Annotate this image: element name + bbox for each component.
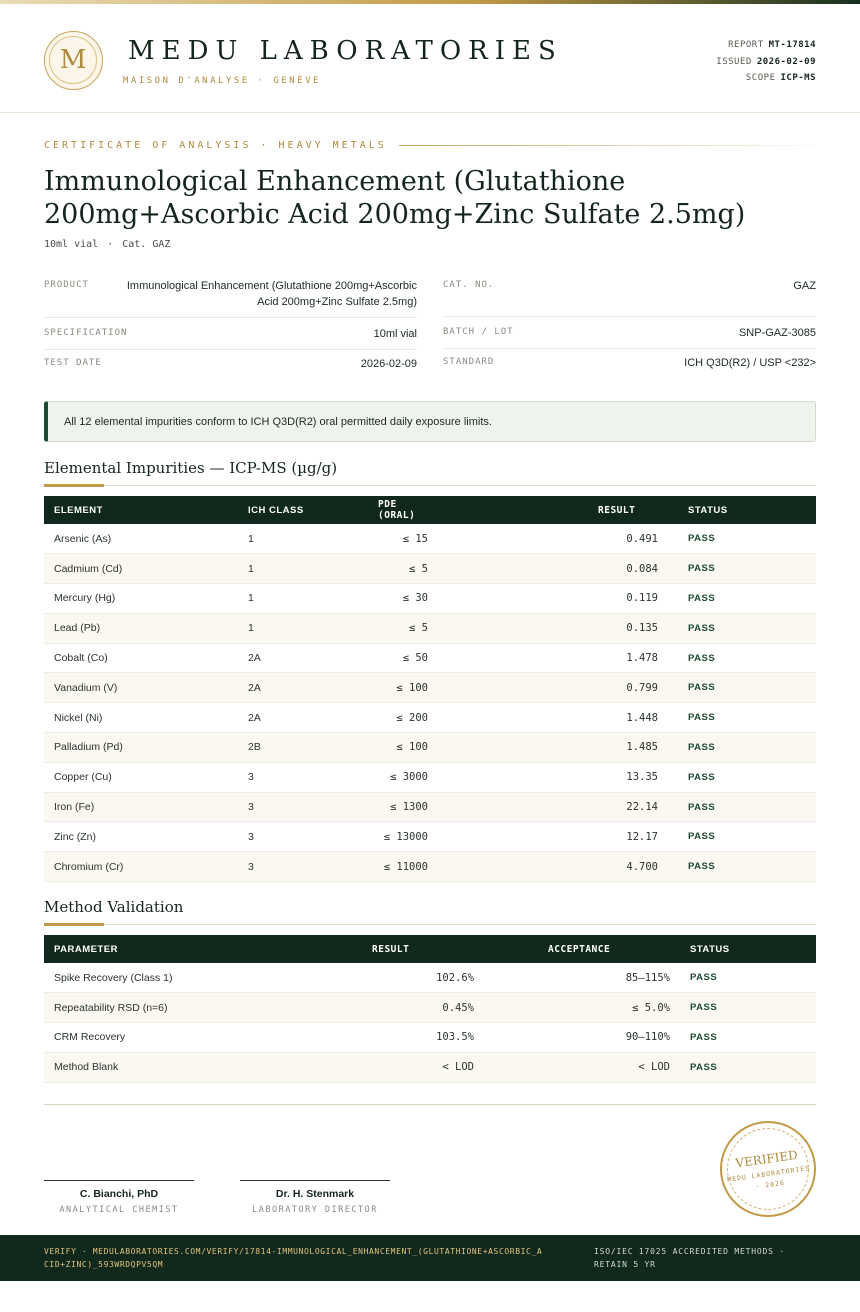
signature-divider (44, 1104, 816, 1105)
signature-name: Dr. H. Stenmark (275, 1188, 355, 1200)
cell-pde: ≤ 1300 (368, 792, 428, 822)
cell-ich-class: 1 (238, 524, 368, 554)
cell-status: PASS (678, 613, 816, 643)
cell-acceptance: < LOD (484, 1052, 680, 1082)
accreditation-note: ISO/IEC 17025 ACCREDITED METHODS · RETAIN 5 YR (594, 1247, 785, 1269)
cell-ich-class: 3 (238, 852, 368, 882)
table-row (44, 852, 816, 882)
cell-result: 1.478 (428, 643, 678, 673)
brand-tagline: MAISON D'ANALYSE · GENÈVE (123, 76, 321, 86)
cell-element: Zinc (Zn) (44, 822, 238, 852)
cell-status: PASS (678, 792, 816, 822)
cell-status: PASS (678, 643, 816, 673)
impurities-table (44, 496, 816, 882)
stamp-sub-text: MEDU LABORATORIES · 2026 (726, 1164, 811, 1191)
cell-ich-class: 1 (238, 613, 368, 643)
table-row (44, 643, 816, 673)
cell-val-result: 103.5% (354, 1023, 484, 1053)
conformance-banner: All 12 elemental impurities conform to ICH Q3D(R2) oral permitted daily exposure limits. (44, 401, 816, 442)
cell-pde: ≤ 50 (368, 643, 428, 673)
section-accent (44, 484, 104, 487)
cell-acceptance: 85–115% (484, 963, 680, 993)
cell-pde: ≤ 3000 (368, 762, 428, 792)
cell-acceptance: ≤ 5.0% (484, 993, 680, 1023)
cell-ich-class: 2B (238, 733, 368, 763)
cell-parameter: Spike Recovery (Class 1) (44, 963, 354, 993)
col-element: ELEMENT (54, 504, 103, 516)
cell-val-status: PASS (680, 993, 816, 1023)
cell-ich-class: 2A (238, 643, 368, 673)
letterhead (0, 4, 860, 113)
cell-status: PASS (678, 703, 816, 733)
cell-val-result: 0.45% (354, 993, 484, 1023)
cell-result: 1.485 (428, 733, 678, 763)
report-meta (716, 37, 816, 87)
cell-element: Cadmium (Cd) (44, 554, 238, 584)
col-val-result: RESULT (372, 943, 410, 955)
validation-header-row (44, 935, 816, 963)
cell-status: PASS (678, 584, 816, 614)
cell-val-result: < LOD (354, 1052, 484, 1082)
table-row (44, 733, 816, 763)
col-status: STATUS (688, 504, 728, 516)
cell-result: 22.14 (428, 792, 678, 822)
cell-result: 0.135 (428, 613, 678, 643)
cell-pde: ≤ 5 (368, 554, 428, 584)
impurities-body (44, 524, 816, 882)
cell-element: Palladium (Pd) (44, 733, 238, 763)
table-row (44, 584, 816, 614)
cell-val-status: PASS (680, 963, 816, 993)
cell-ich-class: 2A (238, 703, 368, 733)
validation-section-title: Method Validation (44, 898, 816, 925)
cell-status: PASS (678, 524, 816, 554)
col-val-status: STATUS (690, 943, 730, 955)
info-row-product: PRODUCT Immunological Enhancement (Glutathione 200mg+Ascorbic Acid 200mg+Zinc Sulfate 2.5mg) (44, 272, 417, 318)
cell-result: 0.119 (428, 584, 678, 614)
section-accent (44, 923, 104, 926)
signature-analyst (44, 1180, 194, 1215)
cell-ich-class: 1 (238, 584, 368, 614)
col-parameter: PARAMETER (54, 943, 118, 955)
cell-parameter: Repeatability RSD (n=6) (44, 993, 354, 1023)
cell-pde: ≤ 200 (368, 703, 428, 733)
logo-letter: M (49, 36, 97, 84)
verify-url[interactable]: VERIFY · MEDULABORATORIES.COM/VERIFY/17814-IMMUNOLOGICAL_ENHANCEMENT_(GLUTATHIONE+ASCORBIC_ACID+ZINC)_593WRDQPV5QM (44, 1247, 543, 1269)
col-pde: PDE (ORAL) (378, 499, 416, 521)
cell-element: Cobalt (Co) (44, 643, 238, 673)
document-eyebrow: CERTIFICATE OF ANALYSIS · HEAVY METALS (44, 139, 816, 151)
table-row (44, 822, 816, 852)
cell-status: PASS (678, 852, 816, 882)
meta-scope: SCOPE ICP-MS (745, 73, 816, 83)
cell-ich-class: 3 (238, 762, 368, 792)
table-row (44, 554, 816, 584)
cell-status: PASS (678, 762, 816, 792)
meta-report: REPORT MT-17814 (728, 40, 816, 50)
cell-val-status: PASS (680, 1023, 816, 1053)
info-row-standard: STANDARD ICH Q3D(R2) / USP <232> (443, 357, 816, 369)
document-subtitle: 10ml vial · Cat. GAZ (44, 239, 171, 250)
signature-line (44, 1180, 194, 1181)
cell-element: Copper (Cu) (44, 762, 238, 792)
info-row-test-date: TEST DATE 2026-02-09 (44, 358, 417, 370)
cell-status: PASS (678, 733, 816, 763)
signature-name: C. Bianchi, PhD (79, 1188, 159, 1200)
cell-element: Iron (Fe) (44, 792, 238, 822)
cell-acceptance: 90–110% (484, 1023, 680, 1053)
impurities-header-row (44, 496, 816, 524)
cell-status: PASS (678, 822, 816, 852)
table-row (44, 993, 816, 1023)
validation-body (44, 963, 816, 1082)
impurities-section-title: Elemental Impurities — ICP-MS (µg/g) (44, 459, 816, 486)
eyebrow-rule (399, 145, 816, 146)
cell-element: Nickel (Ni) (44, 703, 238, 733)
table-row (44, 792, 816, 822)
table-row (44, 963, 816, 993)
cell-val-result: 102.6% (354, 963, 484, 993)
table-row (44, 524, 816, 554)
info-row-batch: BATCH / LOT SNP-GAZ-3085 (443, 317, 816, 349)
info-column-right (443, 272, 816, 378)
signature-director (240, 1180, 390, 1215)
stamp-main-text: VERIFIED (734, 1147, 799, 1171)
col-ich-class: ICH CLASS (248, 504, 304, 516)
table-row (44, 703, 816, 733)
verified-stamp (714, 1115, 822, 1223)
table-row (44, 1023, 816, 1053)
signature-line (240, 1180, 390, 1181)
cell-parameter: CRM Recovery (44, 1023, 354, 1053)
cell-pde: ≤ 100 (368, 733, 428, 763)
cell-result: 0.799 (428, 673, 678, 703)
cell-result: 1.448 (428, 703, 678, 733)
brand-name: MEDU LABORATORIES (128, 36, 563, 66)
cell-pde: ≤ 11000 (368, 852, 428, 882)
table-row (44, 613, 816, 643)
table-row (44, 1052, 816, 1082)
cell-element: Mercury (Hg) (44, 584, 238, 614)
cell-result: 13.35 (428, 762, 678, 792)
cell-element: Chromium (Cr) (44, 852, 238, 882)
cell-status: PASS (678, 673, 816, 703)
cell-result: 4.700 (428, 852, 678, 882)
cell-pde: ≤ 30 (368, 584, 428, 614)
cell-element: Vanadium (V) (44, 673, 238, 703)
cell-element: Lead (Pb) (44, 613, 238, 643)
cell-result: 0.491 (428, 524, 678, 554)
cell-pde: ≤ 100 (368, 673, 428, 703)
cell-ich-class: 3 (238, 792, 368, 822)
document-title: Immunological Enhancement (Glutathione 200mg+Ascorbic Acid 200mg+Zinc Sulfate 2.5mg) (44, 166, 746, 230)
info-row-cat-no: CAT. NO. GAZ (443, 272, 816, 317)
col-acceptance: ACCEPTANCE (548, 943, 611, 955)
logo-seal (44, 31, 103, 90)
cell-pde: ≤ 15 (368, 524, 428, 554)
footer-bar (0, 1235, 860, 1281)
meta-issued: ISSUED 2026-02-09 (716, 56, 816, 67)
table-row (44, 762, 816, 792)
cell-pde: ≤ 5 (368, 613, 428, 643)
cell-element: Arsenic (As) (44, 524, 238, 554)
info-row-specification: SPECIFICATION 10ml vial (44, 318, 417, 350)
col-result: RESULT (598, 504, 636, 516)
info-column-left (44, 272, 417, 379)
cell-result: 12.17 (428, 822, 678, 852)
cell-ich-class: 3 (238, 822, 368, 852)
cell-status: PASS (678, 554, 816, 584)
cell-parameter: Method Blank (44, 1052, 354, 1082)
cell-ich-class: 1 (238, 554, 368, 584)
table-row (44, 673, 816, 703)
validation-table (44, 935, 816, 1083)
cell-val-status: PASS (680, 1052, 816, 1082)
cell-result: 0.084 (428, 554, 678, 584)
cell-ich-class: 2A (238, 673, 368, 703)
cell-pde: ≤ 13000 (368, 822, 428, 852)
signature-role: ANALYTICAL CHEMIST (59, 1205, 179, 1215)
signature-role: LABORATORY DIRECTOR (252, 1205, 378, 1215)
